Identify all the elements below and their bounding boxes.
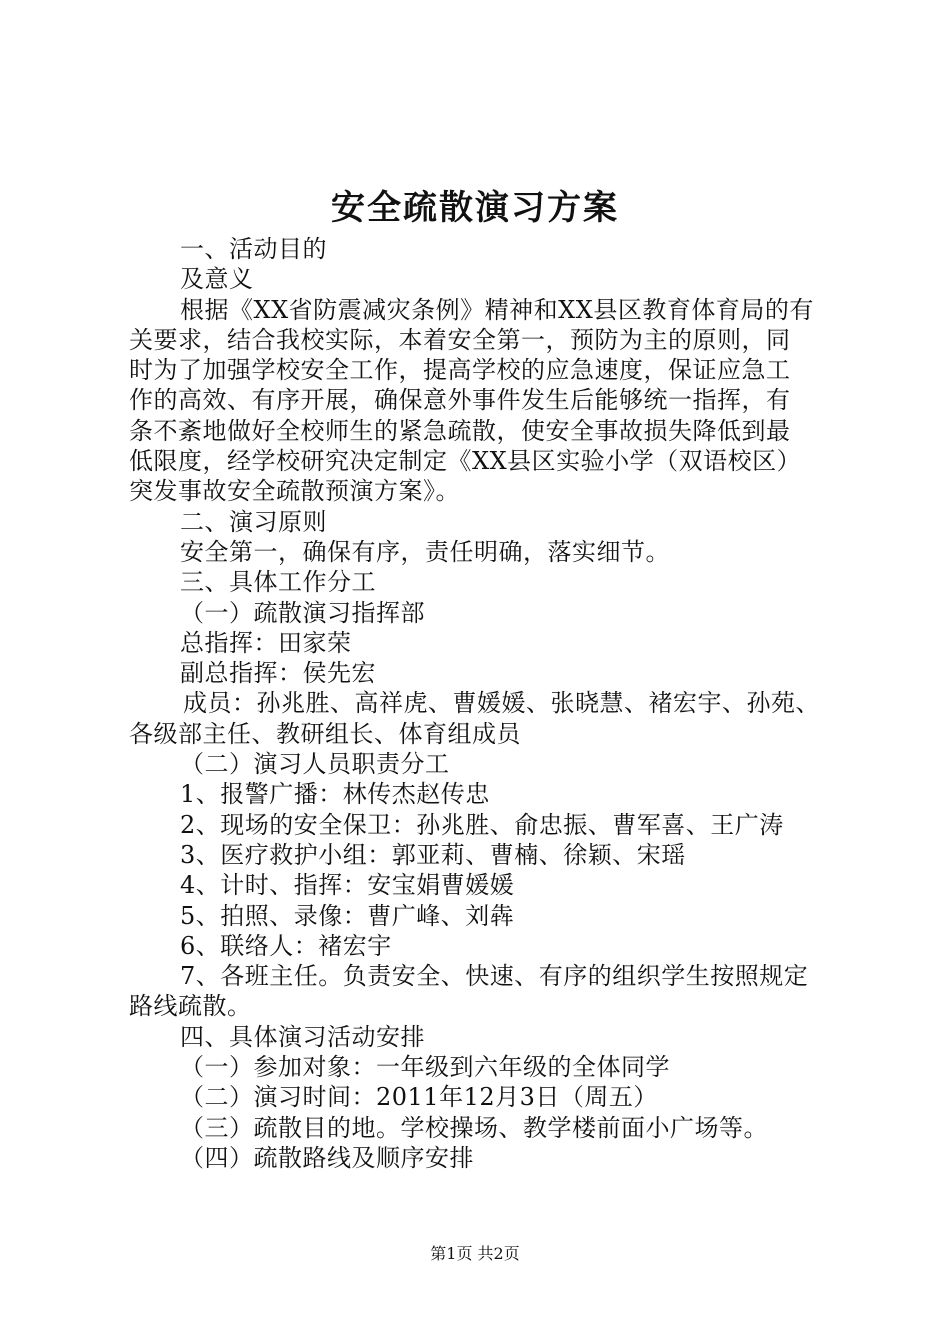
subsection-item: （三）疏散目的地。学校操场、教学楼前面小广场等。 [180, 1113, 768, 1142]
subsection-item: （一）参加对象：一年级到六年级的全体同学 [180, 1053, 670, 1082]
paragraph-line: 根据《XX省防震减灾条例》精神和XX县区教育体育局的有 [180, 295, 814, 324]
subsection-heading: （二）演习人员职责分工 [180, 750, 450, 779]
document-title: 安全疏散演习方案 [331, 188, 619, 228]
section-heading-2: 二、演习原则 [180, 507, 327, 536]
list-item: 3、医疗救护小组：郭亚莉、曹楠、徐颖、宋瑶 [180, 840, 686, 869]
section-heading-4: 四、具体演习活动安排 [180, 1022, 425, 1051]
paragraph-line: 低限度，经学校研究决定制定《XX县区实验小学（双语校区） [129, 447, 802, 476]
list-item: 2、现场的安全保卫：孙兆胜、俞忠振、曹军喜、王广涛 [180, 810, 784, 839]
list-item: 5、拍照、录像：曹广峰、刘犇 [180, 901, 515, 930]
list-item-cont: 各级部主任、教研组长、体育组成员 [129, 719, 521, 748]
subsection-item: （四）疏散路线及顺序安排 [180, 1143, 474, 1172]
list-item: 6、联络人：褚宏宇 [180, 931, 392, 960]
list-item: 总指挥：田家荣 [180, 628, 352, 657]
subsection-item: （二）演习时间：2011年12月3日（周五） [180, 1083, 658, 1112]
section-heading-3: 三、具体工作分工 [180, 568, 376, 597]
subsection-heading: （一）疏散演习指挥部 [180, 598, 425, 627]
list-item: 成员：孙兆胜、高祥虎、曹媛媛、张晓慧、褚宏宇、孙苑、 [183, 689, 820, 718]
section-heading-1-cont: 及意义 [180, 265, 254, 294]
list-item: 4、计时、指挥：安宝娟曹媛媛 [180, 871, 515, 900]
paragraph-line: 关要求，结合我校实际，本着安全第一，预防为主的原则，同 [129, 325, 791, 354]
list-item: 7、各班主任。负责安全、快速、有序的组织学生按照规定 [180, 962, 809, 991]
list-item: 1、报警广播：林传杰赵传忠 [180, 780, 490, 809]
paragraph-line: 时为了加强学校安全工作，提高学校的应急速度，保证应急工 [129, 356, 791, 385]
paragraph-line: 作的高效、有序开展，确保意外事件发生后能够统一指挥，有 [129, 386, 791, 415]
list-item: 副总指挥：侯先宏 [180, 659, 376, 688]
paragraph-line: 突发事故安全疏散预演方案》。 [129, 477, 460, 506]
section-heading-1: 一、活动目的 [180, 235, 327, 263]
document-body [129, 234, 829, 1173]
paragraph-line: 安全第一，确保有序，责任明确，落实细节。 [180, 537, 670, 566]
paragraph-line: 条不紊地做好全校师生的紧急疏散，使安全事故损失降低到最 [129, 416, 791, 445]
page-footer: 第1页 共2页 [430, 1244, 520, 1263]
list-item-cont: 路线疏散。 [129, 992, 252, 1021]
